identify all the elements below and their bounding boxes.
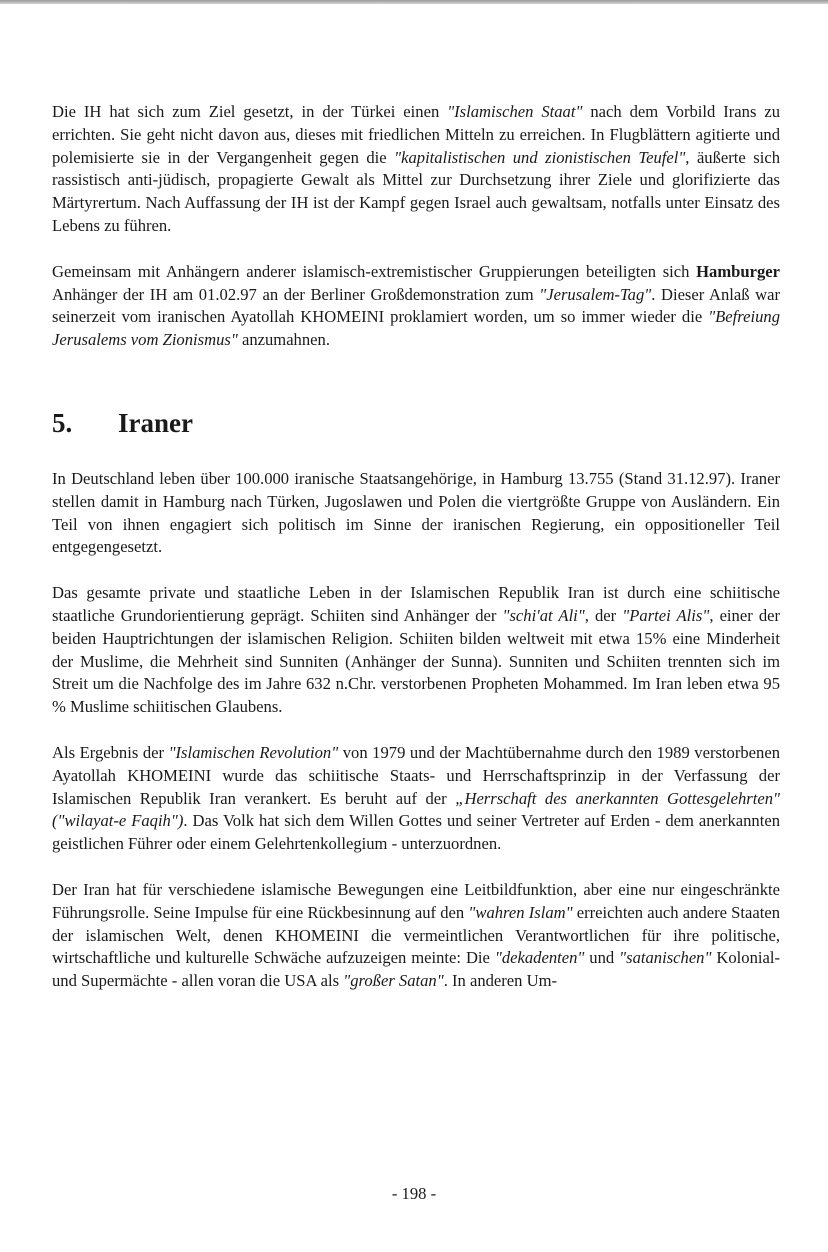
section-number: 5. <box>52 407 73 438</box>
document-page <box>52 101 780 993</box>
scan-top-edge <box>0 0 828 4</box>
paragraph-islamic-revolution: Als Ergebnis der "Islamischen Revolution" von 1979 und der Machtübernahme durch den 1989 verstorbenen Ayatollah KHOMEINI wurde das schiitische Staats- und Herrschaftsprinzip in der Verfassung der Islamischen Republik Iran verankert. Es beruht auf der „Herrschaft des anerkannten Gottesgelehrten" ("wilayat-e Faqih"). Das Volk hat sich dem Willen Gottes und seiner Vertreter auf Erden - dem anerkannten geistlichen Führer oder einem Gelehrtenkollegium - unterzuordnen. <box>52 742 780 854</box>
section-heading <box>52 408 780 438</box>
paragraph-shia-orientation: Das gesamte private und staatliche Leben in der Islamischen Republik Iran ist durch eine schiitische staatliche Grundorientierung geprägt. Schiiten sind Anhänger der "schi'at Ali", der "Partei Alis", einer der beiden Hauptrichtungen der islamischen Religion. Schiiten bilden weltweit mit etwa 15% eine Minderheit der Muslime, die Mehrheit sind Sunniten (Anhänger der Sunna). Sunniten und Schiiten trennten sich im Streit um die Nachfolge des im Jahre 632 n.Chr. verstorbenen Propheten Mohammed. Im Iran leben etwa 95 % Muslime schiitischen Glaubens. <box>52 583 781 717</box>
paragraph-jerusalem-day: Gemeinsam mit Anhängern anderer islamisch-extremistischer Gruppierungen beteiligten sich Hamburger Anhänger der IH am 01.02.97 an der Berliner Großdemonstration zum "Jerusalem-Tag". Dieser Anlaß war seinerzeit vom iranischen Ayatollah KHOMEINI proklamiert worden, um so immer wieder die "Befreiung Jerusalems vom Zionismus" anzumahnen. <box>52 261 780 350</box>
paragraph-iran-role-model: Der Iran hat für verschiedene islamische Bewegungen eine Leitbildfunktion, aber eine nur eingeschränkte Führungsrolle. Seine Impulse für eine Rückbesinnung auf den "wahren Islam" erreichten auch andere Staaten der islamischen Welt, denen KHOMEINI die vermeintlichen Verantwortlichen für ihre politische, wirtschaftliche und kulturelle Schwäche aufzuzeigen meinte: Die "dekadenten" und "satanischen" Kolonial- und Supermächte - allen voran die USA als "großer Satan". In anderen Um- <box>52 879 781 991</box>
paragraph-iranians-germany: In Deutschland leben über 100.000 iranische Staatsangehörige, in Hamburg 13.755 (Stand 31.12.97). Iraner stellen damit in Hamburg nach Türken, Jugoslawen und Polen die viertgrößte Gruppe von Ausländern. Ein Teil von ihnen engagiert sich politisch im Sinne der iranischen Regierung, ein oppositioneller Teil entgegengesetzt. <box>52 468 780 557</box>
page-number: - 198 - <box>391 1184 437 1203</box>
paragraph-ih-goals: Die IH hat sich zum Ziel gesetzt, in der Türkei einen "Islamischen Staat" nach dem Vorbild Irans zu errichten. Sie geht nicht davon aus, dieses mit friedlichen Mitteln zu erreichen. In Flugblättern agitierte und polemisierte sie in der Vergangenheit gegen die "kapitalistischen und zionistischen Teufel", äußerte sich rassistisch anti-jüdisch, propagierte Gewalt als Mittel zur Durchsetzung ihrer Ziele und glorifizierte das Märtyrertum. Nach Auffassung der IH ist der Kampf gegen Israel auch gewaltsam, notfalls unter Einsatz des Lebens zu führen. <box>52 102 780 235</box>
section-title: Iraner <box>118 407 193 438</box>
